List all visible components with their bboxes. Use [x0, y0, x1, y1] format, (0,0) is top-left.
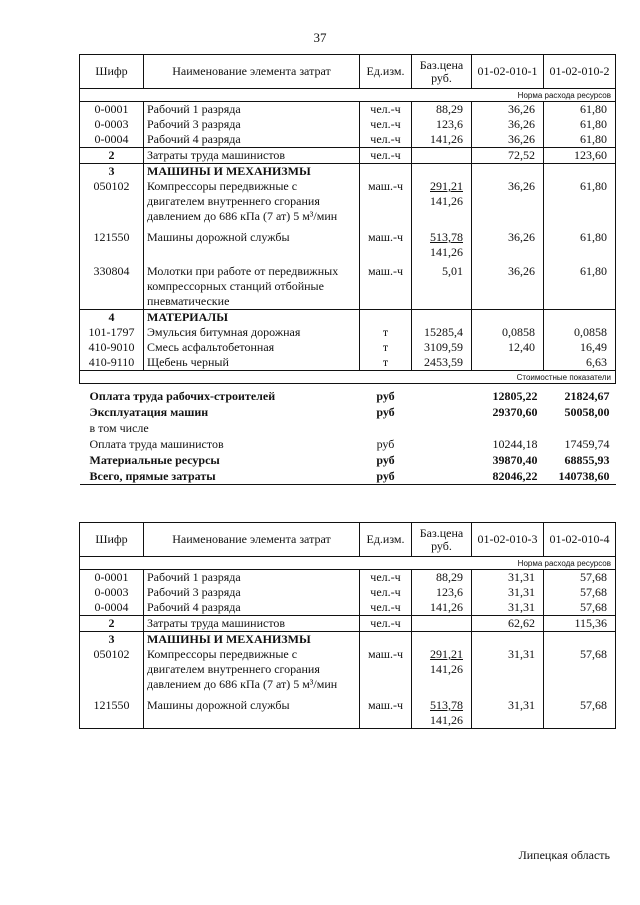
row-name: Рабочий 3 разряда: [144, 117, 360, 132]
row-value-1: 36,26: [472, 117, 544, 132]
row-unit: чел.-ч: [360, 616, 412, 632]
row-price-main: 513,78: [430, 230, 463, 244]
header-name: Наименование элемента затрат: [144, 523, 360, 557]
table-row: [80, 647, 616, 692]
summary-value-1: 82046,22: [472, 468, 544, 485]
table-header-row: [80, 55, 616, 89]
row-name: [144, 647, 360, 692]
row-name: Рабочий 3 разряда: [144, 585, 360, 600]
summary-value-1: 39870,40: [492, 453, 538, 467]
table-row: [80, 585, 616, 600]
table-row: [80, 692, 616, 729]
summary-row: [80, 420, 616, 436]
row-value-2: 57,68: [544, 570, 616, 586]
row-name: Рабочий 4 разряда: [144, 132, 360, 148]
row-name: Смесь асфальтобетонная: [144, 340, 360, 355]
region-footer: Липецкая область: [518, 848, 610, 862]
row-unit: т: [360, 340, 412, 355]
table-row: [80, 179, 616, 224]
row-unit: маш.-ч: [360, 647, 412, 692]
summary-unit: [360, 420, 412, 436]
section-header-materials: [80, 310, 616, 326]
summary-value-2: 140738,60: [544, 468, 616, 485]
norm-band-row: [80, 557, 616, 570]
section-code: 3: [80, 632, 144, 648]
header-code: Шифр: [80, 55, 144, 89]
cost-band-label: Стоимостные показатели: [80, 371, 616, 384]
row-code: 050102: [80, 647, 144, 692]
row-price-main: 291,21: [430, 179, 463, 193]
header-col-code-1: 01-02-010-3: [472, 523, 544, 557]
row-unit: чел.-ч: [360, 117, 412, 132]
row-name-line: компрессорных станций отбойные: [147, 279, 324, 293]
row-code: 050102: [80, 179, 144, 224]
table-row: [80, 102, 616, 118]
row-price: 15285,4: [412, 325, 472, 340]
summary-name: Оплата труда рабочих-строителей: [89, 389, 276, 403]
row-unit: маш.-ч: [360, 260, 412, 310]
row-price: 123,6: [412, 117, 472, 132]
section-header-machines: [80, 164, 616, 180]
row-unit: т: [360, 355, 412, 371]
row-value-1: 0,0858: [472, 325, 544, 340]
row-price: 141,26: [412, 600, 472, 616]
row-unit: чел.-ч: [360, 148, 412, 164]
row-value-1: 36,26: [472, 102, 544, 118]
row-name-line: Компрессоры передвижные с: [147, 179, 298, 193]
header-name: Наименование элемента затрат: [144, 55, 360, 89]
row-name: Эмульсия битумная дорожная: [144, 325, 360, 340]
table-row: [80, 325, 616, 340]
summary-value-1: 10244,18: [492, 437, 538, 451]
row-value-2: 61,80: [544, 260, 616, 310]
summary-row: [80, 404, 616, 420]
row-name-line: двигателем внутреннего сгорания: [147, 662, 320, 676]
row-value-2: 115,36: [544, 616, 616, 632]
row-value-2: 61,80: [544, 117, 616, 132]
row-name: Затраты труда машинистов: [144, 616, 360, 632]
row-name: Рабочий 1 разряда: [144, 102, 360, 118]
summary-name: в том числе: [89, 421, 149, 435]
section-header-machines: [80, 632, 616, 648]
norm-band-row: [80, 89, 616, 102]
row-price: 5,01: [412, 260, 472, 310]
row-name: [144, 179, 360, 224]
summary-unit: руб: [360, 468, 412, 485]
row-value-2: 57,68: [544, 600, 616, 616]
row-code: 0-0004: [80, 132, 144, 148]
row-name-line: пневматические: [147, 294, 230, 308]
header-col-code-2: 01-02-010-4: [544, 523, 616, 557]
row-value-2: 57,68: [544, 692, 616, 729]
row-name-line: двигателем внутреннего сгорания: [147, 194, 320, 208]
row-code: 2: [80, 148, 144, 164]
row-value-1: 31,31: [472, 600, 544, 616]
row-price: [412, 616, 472, 632]
summary-value-1: 29370,60: [492, 405, 538, 419]
row-name: Щебень черный: [144, 355, 360, 371]
row-price: [412, 179, 472, 224]
row-code: 2: [80, 616, 144, 632]
row-unit: маш.-ч: [360, 692, 412, 729]
row-price-sub: 141,26: [430, 194, 463, 208]
summary-name: Эксплуатация машин: [89, 405, 209, 419]
row-value-1: 12,40: [472, 340, 544, 355]
resource-table-1: [79, 54, 616, 485]
row-code: 121550: [80, 692, 144, 729]
row-value-1: 36,26: [472, 224, 544, 260]
row-unit: маш.-ч: [360, 179, 412, 224]
row-name-line: Молотки при работе от передвижных: [147, 264, 339, 278]
row-value-2: 57,68: [544, 585, 616, 600]
summary-unit: руб: [376, 453, 395, 467]
row-value-1: 36,26: [472, 132, 544, 148]
cost-band-row: [80, 371, 616, 384]
row-price: [412, 647, 472, 692]
row-value-2: 61,80: [544, 224, 616, 260]
table-row: [80, 570, 616, 586]
row-name: Машины дорожной службы: [144, 692, 360, 729]
row-unit: чел.-ч: [360, 600, 412, 616]
row-name: Рабочий 4 разряда: [144, 600, 360, 616]
header-col-code-1: 01-02-010-1: [472, 55, 544, 89]
section-code: 3: [80, 164, 144, 180]
row-code: 330804: [80, 260, 144, 310]
norm-band-label: Норма расхода ресурсов: [80, 557, 616, 570]
row-price: [412, 692, 472, 729]
row-price-sub: 141,26: [430, 713, 463, 727]
row-value-1: 72,52: [472, 148, 544, 164]
header-base-price: Баз.цена руб.: [412, 55, 472, 89]
summary-row: [80, 468, 616, 485]
header-col-code-2: 01-02-010-2: [544, 55, 616, 89]
summary-row: [80, 436, 616, 452]
table-row: [80, 132, 616, 148]
row-value-2: 16,49: [544, 340, 616, 355]
row-name: Машины дорожной службы: [144, 224, 360, 260]
row-value-2: 123,60: [544, 148, 616, 164]
summary-value-2: 17459,74: [564, 437, 610, 451]
row-code: 410-9110: [80, 355, 144, 371]
table-row: [80, 355, 616, 371]
table-row: [80, 260, 616, 310]
row-code: 0-0003: [80, 117, 144, 132]
section-code: 4: [80, 310, 144, 326]
row-value-1: 62,62: [472, 616, 544, 632]
header-code: Шифр: [80, 523, 144, 557]
row-name-line: давлением до 686 кПа (7 ат) 5 м³/мин: [147, 677, 338, 691]
row-value-2: 61,80: [544, 179, 616, 224]
row-code: 0-0004: [80, 600, 144, 616]
summary-value-2: 68855,93: [564, 453, 610, 467]
row-code: 121550: [80, 224, 144, 260]
summary-unit: руб: [376, 437, 395, 451]
row-value-1: 36,26: [472, 260, 544, 310]
row-value-2: 61,80: [544, 102, 616, 118]
row-price-sub: 141,26: [430, 245, 463, 259]
row-unit: маш.-ч: [360, 224, 412, 260]
row-name: [144, 260, 360, 310]
row-name-line: давлением до 686 кПа (7 ат) 5 м³/мин: [147, 209, 338, 223]
norm-band-label: Норма расхода ресурсов: [80, 89, 616, 102]
summary-name: Материальные ресурсы: [89, 453, 220, 467]
row-price-main: 291,21: [430, 647, 463, 661]
table-row: [80, 600, 616, 616]
row-value-1: 31,31: [472, 570, 544, 586]
summary-value-2: 21824,67: [564, 389, 610, 403]
row-price: 88,29: [412, 102, 472, 118]
row-value-1: [472, 355, 544, 371]
summary-unit: руб: [376, 405, 395, 419]
row-price: [412, 224, 472, 260]
summary-unit: руб: [376, 389, 395, 403]
summary-value-1: 12805,22: [492, 389, 538, 403]
row-price: 2453,59: [412, 355, 472, 371]
row-name-line: Компрессоры передвижные с: [147, 647, 298, 661]
row-value-2: 6,63: [544, 355, 616, 371]
header-unit: Ед.изм.: [360, 523, 412, 557]
row-value-1: 31,31: [472, 585, 544, 600]
summary-row: [80, 384, 616, 405]
row-price: 141,26: [412, 132, 472, 148]
row-price: 123,6: [412, 585, 472, 600]
machinist-labor-row: [80, 148, 616, 164]
row-name: Затраты труда машинистов: [144, 148, 360, 164]
table-row: [80, 340, 616, 355]
row-price: 88,29: [412, 570, 472, 586]
row-value-1: 31,31: [472, 647, 544, 692]
summary-row: [80, 452, 616, 468]
row-price: 3109,59: [412, 340, 472, 355]
row-unit: чел.-ч: [360, 585, 412, 600]
row-price-sub: 141,26: [430, 662, 463, 676]
row-code: 410-9010: [80, 340, 144, 355]
section-title: МАШИНЫ И МЕХАНИЗМЫ: [144, 164, 360, 180]
machinist-labor-row: [80, 616, 616, 632]
row-code: 101-1797: [80, 325, 144, 340]
row-price-main: 513,78: [430, 698, 463, 712]
row-value-1: 31,31: [472, 692, 544, 729]
row-unit: т: [360, 325, 412, 340]
summary-name: Всего, прямые затраты: [80, 468, 360, 485]
row-unit: чел.-ч: [360, 102, 412, 118]
row-code: 0-0001: [80, 102, 144, 118]
row-unit: чел.-ч: [360, 132, 412, 148]
summary-value-2: [544, 420, 616, 436]
row-value-1: 36,26: [472, 179, 544, 224]
summary-value-1: [472, 420, 544, 436]
page-number: 37: [313, 30, 327, 45]
header-unit: Ед.изм.: [360, 55, 412, 89]
table-row: [80, 224, 616, 260]
header-base-price: Баз.цена руб.: [412, 523, 472, 557]
section-title: МАШИНЫ И МЕХАНИЗМЫ: [144, 632, 360, 648]
row-unit: чел.-ч: [360, 570, 412, 586]
summary-value-2: 50058,00: [564, 405, 610, 419]
row-value-2: 57,68: [544, 647, 616, 692]
row-code: 0-0003: [80, 585, 144, 600]
row-code: 0-0001: [80, 570, 144, 586]
row-price: [412, 148, 472, 164]
summary-name: Оплата труда машинистов: [89, 437, 224, 451]
table-header-row: [80, 523, 616, 557]
row-value-2: 0,0858: [544, 325, 616, 340]
resource-table-2: [79, 522, 616, 729]
section-title: МАТЕРИАЛЫ: [144, 310, 360, 326]
table-row: [80, 117, 616, 132]
row-value-2: 61,80: [544, 132, 616, 148]
row-name: Рабочий 1 разряда: [144, 570, 360, 586]
